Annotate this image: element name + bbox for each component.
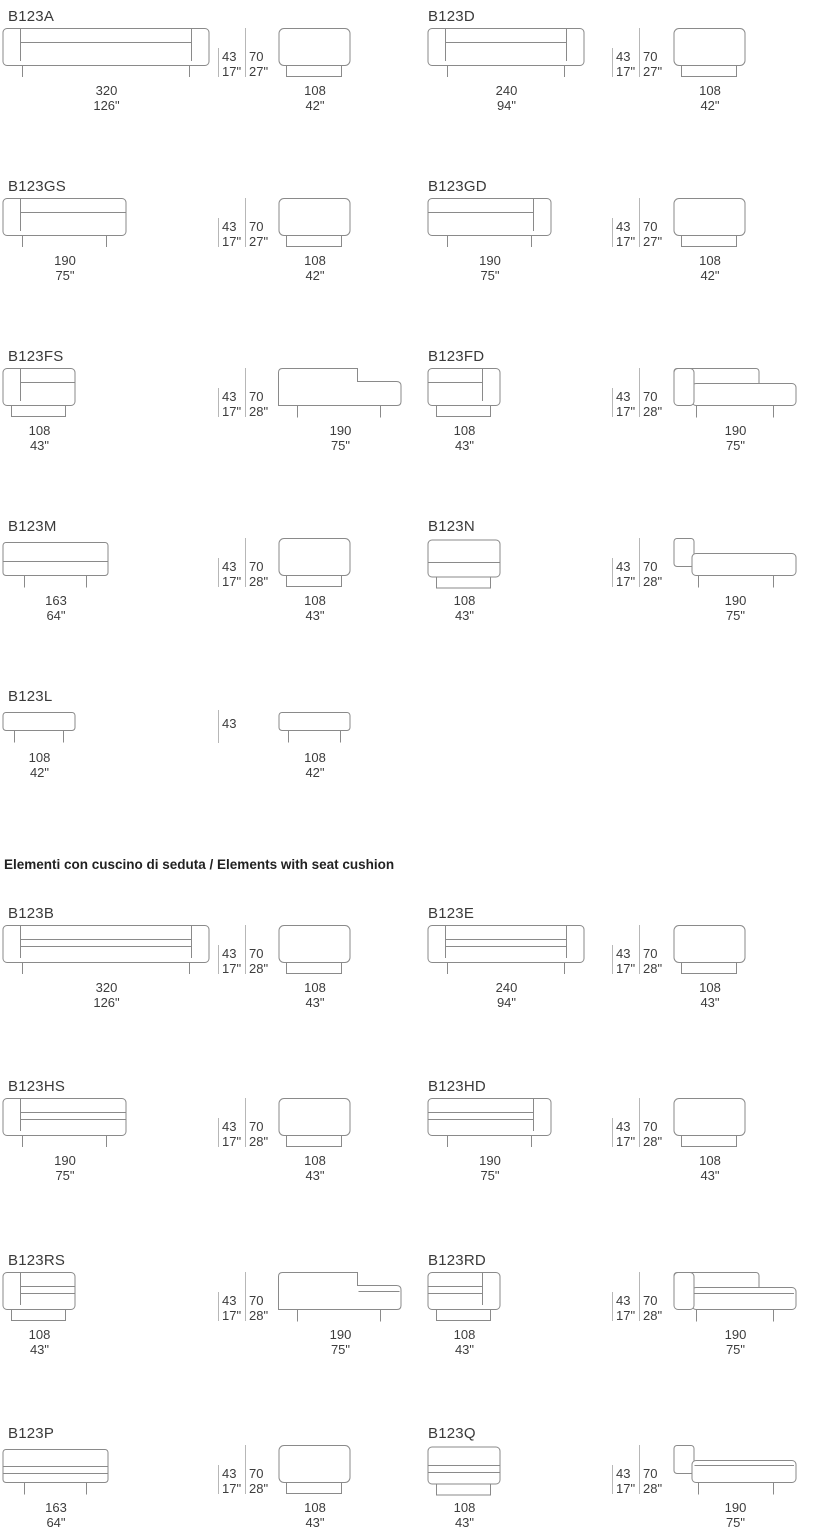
overall-height-inches: 27" <box>643 234 663 249</box>
side-depth-inches: 75" <box>330 438 351 453</box>
overall-height-cm: 70 <box>249 559 264 574</box>
overall-height-inches: 28" <box>249 1481 269 1496</box>
overall-height-cm: 70 <box>643 559 658 574</box>
front-view-drawing <box>427 368 502 420</box>
front-view-drawing <box>2 1272 77 1324</box>
seat-height-inches: 17" <box>222 1481 242 1496</box>
product-code: B123N <box>428 518 475 535</box>
side-depth-inches: 75" <box>725 1515 746 1530</box>
seat-height-inches: 17" <box>222 64 242 79</box>
front-width-cm: 240 <box>495 980 518 995</box>
seat-height-cm: 43 <box>222 219 237 234</box>
side-depth-inches: 43" <box>305 608 325 623</box>
seat-height-inches: 17" <box>222 404 242 419</box>
front-width-inches: 126" <box>93 98 120 113</box>
side-view-drawing <box>673 1098 747 1150</box>
product-item <box>420 518 839 683</box>
product-item <box>0 348 420 513</box>
product-code: B123RS <box>8 1252 66 1269</box>
front-width-inches: 75" <box>480 1168 500 1183</box>
side-depth-inches: 75" <box>330 1342 351 1357</box>
product-item <box>420 348 839 513</box>
section-header: Elementi con cuscino di seduta / Elements with seat cushion <box>4 857 395 872</box>
height-dimensions <box>612 1272 682 1347</box>
side-depth-cm: 190 <box>329 1327 352 1342</box>
front-view-drawing <box>427 198 553 250</box>
front-width-inches: 43" <box>454 1515 475 1530</box>
product-item <box>0 518 420 683</box>
side-depth-inches: 42" <box>305 268 325 283</box>
product-item <box>420 178 839 343</box>
overall-height-dim-line <box>639 1272 640 1321</box>
product-code: B123E <box>428 905 475 922</box>
side-depth-cm: 108 <box>699 83 721 98</box>
front-width-inches: 94" <box>496 98 517 113</box>
side-depth-inches: 75" <box>725 608 746 623</box>
seat-height-inches: 17" <box>616 234 636 249</box>
height-dimensions <box>612 1445 682 1520</box>
seat-height-dim-line <box>612 388 613 417</box>
overall-height-inches: 28" <box>643 1481 663 1496</box>
overall-height-dim-line <box>245 198 246 247</box>
overall-height-inches: 28" <box>643 574 663 589</box>
front-width-inches: 43" <box>454 438 475 453</box>
seat-height-cm: 43 <box>616 559 631 574</box>
side-view-drawing <box>278 1098 352 1150</box>
overall-height-inches: 27" <box>249 64 269 79</box>
side-depth-inches: 42" <box>700 268 720 283</box>
seat-height-cm: 43 <box>222 1466 237 1481</box>
front-view-drawing <box>427 1098 553 1150</box>
side-view-drawing <box>673 198 747 250</box>
side-depth-cm: 190 <box>724 1327 747 1342</box>
front-width-inches: 43" <box>454 608 475 623</box>
seat-height-cm: 43 <box>222 1119 237 1134</box>
side-depth-cm: 190 <box>724 593 747 608</box>
seat-height-dim-line <box>612 1465 613 1494</box>
overall-height-inches: 28" <box>249 404 269 419</box>
side-depth-inches: 43" <box>305 1168 325 1183</box>
seat-height-cm: 43 <box>222 716 237 731</box>
front-view-drawing <box>2 368 77 420</box>
seat-height-dim-line <box>612 48 613 77</box>
front-width-cm: 190 <box>54 253 76 268</box>
front-width-cm: 190 <box>479 253 501 268</box>
overall-height-cm: 70 <box>643 1119 658 1134</box>
product-code: B123P <box>8 1425 55 1442</box>
overall-height-cm: 70 <box>643 1293 658 1308</box>
front-width-cm: 320 <box>95 83 118 98</box>
side-view-drawing <box>278 538 352 590</box>
side-view-drawing <box>673 28 747 80</box>
seat-height-dim-line <box>218 48 219 77</box>
front-view-drawing <box>2 1098 128 1150</box>
side-depth-cm: 190 <box>329 423 352 438</box>
front-width-inches: 43" <box>454 1342 475 1357</box>
front-width-inches: 43" <box>29 1342 50 1357</box>
front-width-inches: 75" <box>480 268 500 283</box>
seat-height-dim-line <box>218 1118 219 1147</box>
front-width-cm: 108 <box>28 750 51 765</box>
seat-height-dim-line <box>218 558 219 587</box>
overall-height-cm: 70 <box>643 49 658 64</box>
seat-height-cm: 43 <box>616 219 631 234</box>
product-item <box>0 1078 420 1243</box>
seat-height-dim-line <box>218 710 219 743</box>
side-depth-inches: 75" <box>725 438 746 453</box>
product-item <box>0 905 420 1070</box>
product-code: B123M <box>8 518 57 535</box>
front-width-inches: 42" <box>29 765 50 780</box>
side-depth-cm: 190 <box>724 423 747 438</box>
side-depth-cm: 108 <box>304 593 326 608</box>
front-width-cm: 163 <box>45 1500 67 1515</box>
side-depth-inches: 43" <box>305 995 325 1010</box>
overall-height-inches: 27" <box>643 64 663 79</box>
overall-height-dim-line <box>245 28 246 77</box>
seat-height-dim-line <box>218 388 219 417</box>
product-code: B123A <box>8 8 55 25</box>
front-view-drawing <box>427 925 586 977</box>
overall-height-cm: 70 <box>249 1466 264 1481</box>
side-depth-inches: 75" <box>725 1342 746 1357</box>
side-depth-cm: 108 <box>304 980 326 995</box>
overall-height-dim-line <box>639 368 640 417</box>
side-view-drawing <box>673 368 798 420</box>
seat-height-inches: 17" <box>222 1308 242 1323</box>
side-depth-inches: 42" <box>700 98 720 113</box>
product-code: B123GD <box>428 178 487 195</box>
overall-height-cm: 70 <box>643 219 658 234</box>
height-dimensions <box>612 538 682 613</box>
seat-height-inches: 17" <box>616 404 636 419</box>
product-code: B123GS <box>8 178 66 195</box>
front-width-cm: 108 <box>28 1327 51 1342</box>
front-view-drawing <box>2 198 128 250</box>
front-width-inches: 126" <box>93 995 120 1010</box>
front-width-cm: 240 <box>495 83 518 98</box>
overall-height-dim-line <box>639 925 640 974</box>
side-view-drawing <box>673 925 747 977</box>
front-width-inches: 75" <box>55 1168 75 1183</box>
front-view-drawing <box>2 538 110 590</box>
overall-height-inches: 27" <box>249 234 269 249</box>
overall-height-dim-line <box>245 925 246 974</box>
overall-height-cm: 70 <box>249 49 264 64</box>
overall-height-dim-line <box>639 538 640 587</box>
overall-height-cm: 70 <box>249 946 264 961</box>
seat-height-dim-line <box>218 1292 219 1321</box>
overall-height-dim-line <box>639 1098 640 1147</box>
seat-height-dim-line <box>612 1292 613 1321</box>
seat-height-dim-line <box>218 218 219 247</box>
front-width-cm: 108 <box>453 1327 476 1342</box>
seat-height-cm: 43 <box>222 946 237 961</box>
product-code: B123HS <box>8 1078 66 1095</box>
product-code: B123B <box>8 905 55 922</box>
front-view-drawing <box>2 1445 110 1497</box>
seat-height-inches: 17" <box>222 961 242 976</box>
seat-height-cm: 43 <box>616 389 631 404</box>
overall-height-inches: 28" <box>249 961 269 976</box>
front-width-cm: 163 <box>45 593 67 608</box>
overall-height-inches: 28" <box>249 574 269 589</box>
side-view-drawing <box>278 1445 352 1497</box>
front-width-cm: 108 <box>453 1500 476 1515</box>
seat-height-dim-line <box>612 558 613 587</box>
side-depth-inches: 42" <box>305 98 325 113</box>
front-width-cm: 108 <box>453 423 476 438</box>
overall-height-inches: 28" <box>249 1134 269 1149</box>
seat-height-inches: 17" <box>616 64 636 79</box>
side-depth-cm: 108 <box>699 1153 721 1168</box>
overall-height-inches: 28" <box>643 1308 663 1323</box>
overall-height-cm: 70 <box>249 1119 264 1134</box>
overall-height-cm: 70 <box>249 1293 264 1308</box>
seat-height-dim-line <box>612 218 613 247</box>
product-code: B123D <box>428 8 475 25</box>
side-depth-cm: 108 <box>304 1153 326 1168</box>
seat-height-cm: 43 <box>222 389 237 404</box>
side-view-drawing <box>278 925 352 977</box>
side-depth-cm: 108 <box>699 980 721 995</box>
front-width-cm: 108 <box>28 423 51 438</box>
overall-height-dim-line <box>245 1445 246 1494</box>
side-view-drawing <box>673 1272 798 1324</box>
side-view-drawing <box>673 538 798 590</box>
product-code: B123FD <box>428 348 485 365</box>
overall-height-dim-line <box>245 538 246 587</box>
front-width-inches: 75" <box>55 268 75 283</box>
side-view-drawing <box>673 1445 798 1497</box>
front-width-cm: 108 <box>453 593 476 608</box>
overall-height-dim-line <box>639 28 640 77</box>
side-depth-cm: 108 <box>304 253 326 268</box>
side-depth-cm: 108 <box>304 1500 326 1515</box>
front-width-inches: 43" <box>29 438 50 453</box>
seat-height-inches: 17" <box>616 961 636 976</box>
seat-height-inches: 17" <box>222 1134 242 1149</box>
front-width-inches: 64" <box>46 608 66 623</box>
height-dimensions <box>612 368 682 443</box>
seat-height-inches: 17" <box>616 574 636 589</box>
product-item <box>0 1252 420 1417</box>
seat-height-dim-line <box>612 1118 613 1147</box>
overall-height-dim-line <box>245 1272 246 1321</box>
seat-height-cm: 43 <box>222 1293 237 1308</box>
product-item <box>0 1425 420 1535</box>
seat-height-inches: 17" <box>616 1308 636 1323</box>
product-item <box>0 178 420 343</box>
product-item <box>0 8 420 173</box>
side-depth-inches: 42" <box>305 765 325 780</box>
front-width-cm: 190 <box>54 1153 76 1168</box>
product-item <box>0 688 420 853</box>
product-code: B123L <box>8 688 53 705</box>
product-code: B123RD <box>428 1252 486 1269</box>
overall-height-cm: 70 <box>249 389 264 404</box>
product-item <box>420 8 839 173</box>
side-view-drawing <box>278 1272 403 1324</box>
overall-height-dim-line <box>639 1445 640 1494</box>
side-depth-cm: 190 <box>724 1500 747 1515</box>
seat-height-dim-line <box>218 1465 219 1494</box>
product-item <box>420 1425 839 1535</box>
side-depth-cm: 108 <box>304 83 326 98</box>
overall-height-inches: 28" <box>249 1308 269 1323</box>
side-view-drawing <box>278 368 403 420</box>
front-view-drawing <box>427 1445 502 1497</box>
overall-height-cm: 70 <box>643 1466 658 1481</box>
seat-height-cm: 43 <box>616 1293 631 1308</box>
overall-height-cm: 70 <box>249 219 264 234</box>
front-width-cm: 190 <box>479 1153 501 1168</box>
seat-height-inches: 17" <box>616 1134 636 1149</box>
overall-height-dim-line <box>245 1098 246 1147</box>
overall-height-dim-line <box>245 368 246 417</box>
front-width-cm: 320 <box>95 980 118 995</box>
front-view-drawing <box>2 925 211 977</box>
overall-height-dim-line <box>639 198 640 247</box>
seat-height-cm: 43 <box>222 559 237 574</box>
seat-height-cm: 43 <box>616 1119 631 1134</box>
product-code: B123HD <box>428 1078 486 1095</box>
overall-height-inches: 28" <box>643 961 663 976</box>
side-view-drawing <box>278 28 352 80</box>
product-item <box>420 1078 839 1243</box>
seat-height-inches: 17" <box>222 574 242 589</box>
side-depth-cm: 108 <box>699 253 721 268</box>
seat-height-cm: 43 <box>616 946 631 961</box>
side-depth-cm: 108 <box>304 750 326 765</box>
side-depth-inches: 43" <box>700 995 720 1010</box>
product-code: B123FS <box>8 348 64 365</box>
side-depth-inches: 43" <box>305 1515 325 1530</box>
front-view-drawing <box>2 28 211 80</box>
front-width-inches: 64" <box>46 1515 66 1530</box>
product-item <box>420 905 839 1070</box>
overall-height-inches: 28" <box>643 1134 663 1149</box>
front-view-drawing <box>427 28 586 80</box>
seat-height-dim-line <box>612 945 613 974</box>
product-code: B123Q <box>428 1425 476 1442</box>
seat-height-cm: 43 <box>616 1466 631 1481</box>
seat-height-inches: 17" <box>616 1481 636 1496</box>
front-view-drawing <box>427 1272 502 1324</box>
front-width-inches: 94" <box>496 995 517 1010</box>
side-depth-inches: 43" <box>700 1168 720 1183</box>
overall-height-inches: 28" <box>643 404 663 419</box>
seat-height-cm: 43 <box>616 49 631 64</box>
seat-height-inches: 17" <box>222 234 242 249</box>
overall-height-cm: 70 <box>643 946 658 961</box>
product-item <box>420 1252 839 1417</box>
overall-height-cm: 70 <box>643 389 658 404</box>
front-view-drawing <box>427 538 502 590</box>
side-view-drawing <box>278 198 352 250</box>
seat-height-dim-line <box>218 945 219 974</box>
seat-height-cm: 43 <box>222 49 237 64</box>
